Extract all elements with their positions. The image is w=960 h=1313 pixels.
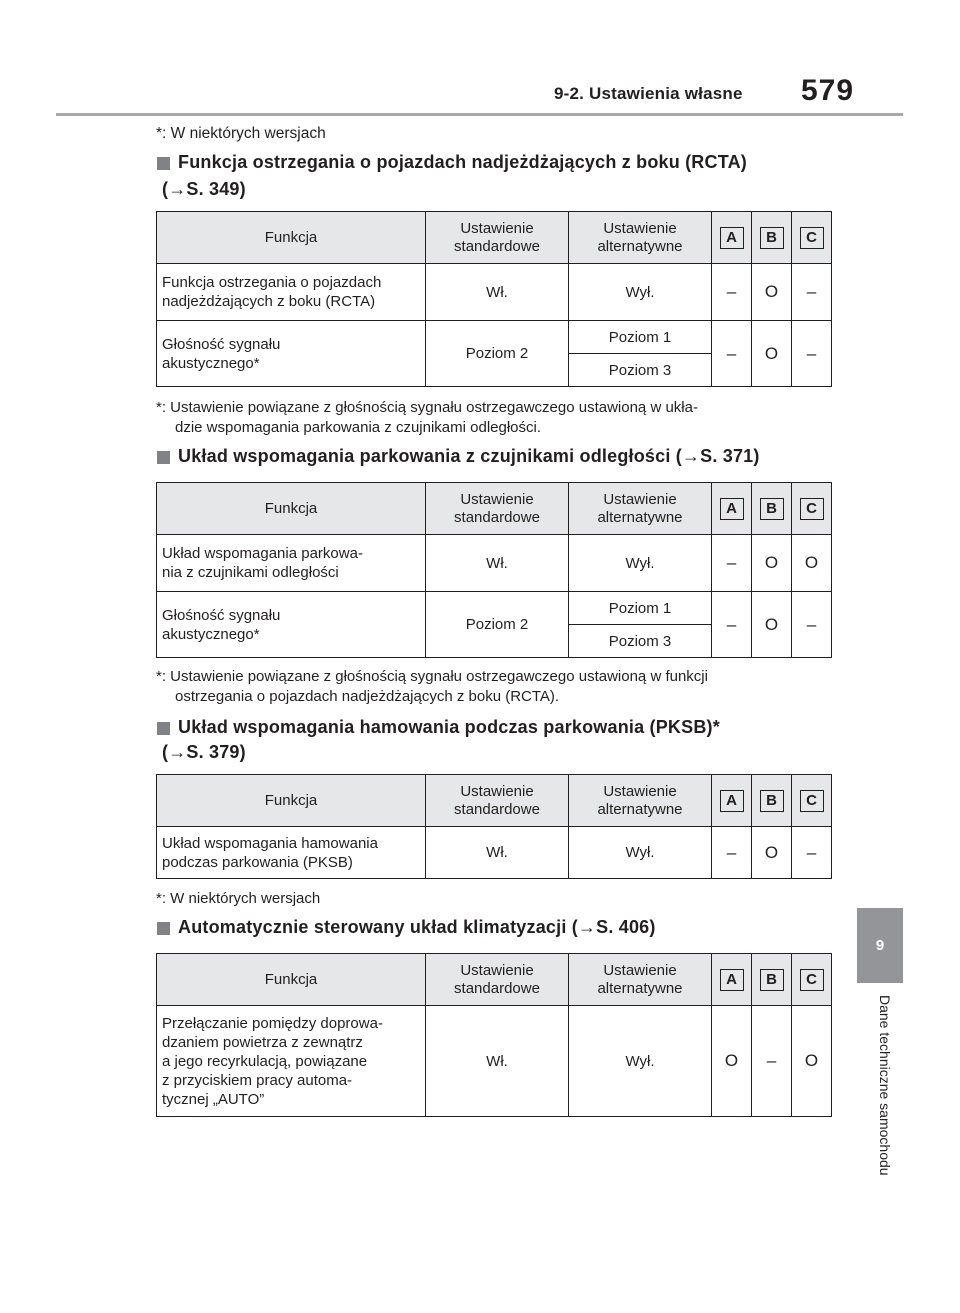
table-row bbox=[157, 1006, 832, 1117]
table-row bbox=[157, 321, 832, 354]
cell-c: O bbox=[792, 535, 832, 592]
col-header-c: C bbox=[792, 483, 832, 535]
cell-default: Poziom 2 bbox=[426, 592, 569, 658]
cell-a: – bbox=[712, 264, 752, 321]
bullet-square-icon bbox=[157, 157, 170, 170]
table-row bbox=[157, 827, 832, 879]
col-header-a: A bbox=[712, 483, 752, 535]
col-header-default: Ustawienie standardowe bbox=[426, 954, 569, 1006]
cell-b: O bbox=[752, 592, 792, 658]
col-header-alternative: Ustawienie alternatywne bbox=[569, 954, 712, 1006]
cell-b: O bbox=[752, 535, 792, 592]
settings-table bbox=[156, 774, 832, 879]
col-header-function: Funkcja bbox=[157, 212, 426, 264]
section-heading: Funkcja ostrzegania o pojazdach nadjeżdżających z boku (RCTA) bbox=[178, 152, 747, 172]
footnote: *: W niektórych wersjach bbox=[156, 890, 321, 907]
cell-default: Wł. bbox=[426, 827, 569, 879]
col-header-c: C bbox=[792, 775, 832, 827]
cell-alternative: Poziom 1 bbox=[569, 592, 712, 625]
settings-table bbox=[156, 953, 832, 1117]
bullet-square-icon bbox=[157, 922, 170, 935]
col-header-default: Ustawienie standardowe bbox=[426, 212, 569, 264]
cell-alternative: Poziom 1 bbox=[569, 321, 712, 354]
cell-default: Wł. bbox=[426, 535, 569, 592]
col-header-b: B bbox=[752, 775, 792, 827]
cell-b: O bbox=[752, 827, 792, 879]
bullet-square-icon bbox=[157, 722, 170, 735]
section-page-ref: (→S. 349) bbox=[162, 179, 246, 199]
cell-function: Funkcja ostrzegania o pojazdach nadjeżdżających z boku (RCTA) bbox=[157, 264, 426, 321]
section-heading: Układ wspomagania hamowania podczas parkowania (PKSB)* bbox=[178, 717, 720, 737]
cell-c: – bbox=[792, 321, 832, 387]
col-header-function: Funkcja bbox=[157, 483, 426, 535]
col-header-alternative: Ustawienie alternatywne bbox=[569, 775, 712, 827]
top-note: *: W niektórych wersjach bbox=[156, 125, 326, 142]
cell-alternative: Poziom 3 bbox=[569, 625, 712, 658]
cell-b: O bbox=[752, 321, 792, 387]
cell-c: – bbox=[792, 827, 832, 879]
col-header-a: A bbox=[712, 775, 752, 827]
cell-c: O bbox=[792, 1006, 832, 1117]
section-title: 9-2. Ustawienia własne bbox=[554, 84, 743, 103]
cell-function: Układ wspomagania parkowa- nia z czujnikami odległości bbox=[157, 535, 426, 592]
bullet-square-icon bbox=[157, 451, 170, 464]
cell-a: – bbox=[712, 321, 752, 387]
col-header-default: Ustawienie standardowe bbox=[426, 483, 569, 535]
col-header-b: B bbox=[752, 483, 792, 535]
page-number: 579 bbox=[801, 74, 855, 107]
cell-default: Poziom 2 bbox=[426, 321, 569, 387]
col-header-c: C bbox=[792, 212, 832, 264]
cell-b: O bbox=[752, 264, 792, 321]
cell-alternative: Poziom 3 bbox=[569, 354, 712, 387]
chapter-label: Dane techniczne samochodu bbox=[877, 995, 893, 1176]
cell-alternative: Wył. bbox=[569, 535, 712, 592]
footnote: *: Ustawienie powiązane z głośnością sygnału ostrzegawczego ustawioną w funkcji ostrzegania o pojazdach nadjeżdżających z boku (RCTA). bbox=[156, 668, 708, 705]
table-header-row bbox=[157, 775, 832, 827]
section-page-ref: (→S. 379) bbox=[162, 742, 246, 762]
col-header-default: Ustawienie standardowe bbox=[426, 775, 569, 827]
col-header-a: A bbox=[712, 212, 752, 264]
col-header-alternative: Ustawienie alternatywne bbox=[569, 212, 712, 264]
section-heading: Układ wspomagania parkowania z czujnikami odległości (→S. 371) bbox=[178, 446, 760, 466]
cell-default: Wł. bbox=[426, 264, 569, 321]
header-divider bbox=[56, 113, 903, 116]
cell-alternative: Wył. bbox=[569, 264, 712, 321]
cell-a: O bbox=[712, 1006, 752, 1117]
col-header-function: Funkcja bbox=[157, 954, 426, 1006]
cell-default: Wł. bbox=[426, 1006, 569, 1117]
table-header-row bbox=[157, 483, 832, 535]
cell-alternative: Wył. bbox=[569, 1006, 712, 1117]
cell-c: – bbox=[792, 264, 832, 321]
col-header-b: B bbox=[752, 212, 792, 264]
footnote: *: Ustawienie powiązane z głośnością sygnału ostrzegawczego ustawioną w ukła- dzie wspomagania parkowania z czujnikami odległości. bbox=[156, 399, 698, 436]
col-header-c: C bbox=[792, 954, 832, 1006]
section-heading: Automatycznie sterowany układ klimatyzacji (→S. 406) bbox=[178, 917, 656, 937]
col-header-function: Funkcja bbox=[157, 775, 426, 827]
cell-alternative: Wył. bbox=[569, 827, 712, 879]
settings-table bbox=[156, 211, 832, 387]
cell-b: – bbox=[752, 1006, 792, 1117]
col-header-alternative: Ustawienie alternatywne bbox=[569, 483, 712, 535]
cell-function: Układ wspomagania hamowania podczas parkowania (PKSB) bbox=[157, 827, 426, 879]
cell-function: Głośność sygnału akustycznego* bbox=[157, 321, 426, 387]
table-header-row bbox=[157, 212, 832, 264]
cell-a: – bbox=[712, 535, 752, 592]
col-header-a: A bbox=[712, 954, 752, 1006]
cell-function: Przełączanie pomiędzy doprowa- dzaniem powietrza z zewnątrz a jego recyrkulacją, powiązane z przyciskiem pracy automa- tycznej „AUTO” bbox=[157, 1006, 426, 1117]
cell-c: – bbox=[792, 592, 832, 658]
table-row bbox=[157, 592, 832, 625]
cell-a: – bbox=[712, 592, 752, 658]
settings-table bbox=[156, 482, 832, 658]
chapter-tab[interactable]: 9 bbox=[857, 908, 903, 983]
cell-function: Głośność sygnału akustycznego* bbox=[157, 592, 426, 658]
table-row bbox=[157, 264, 832, 321]
table-row bbox=[157, 535, 832, 592]
cell-a: – bbox=[712, 827, 752, 879]
table-header-row bbox=[157, 954, 832, 1006]
col-header-b: B bbox=[752, 954, 792, 1006]
